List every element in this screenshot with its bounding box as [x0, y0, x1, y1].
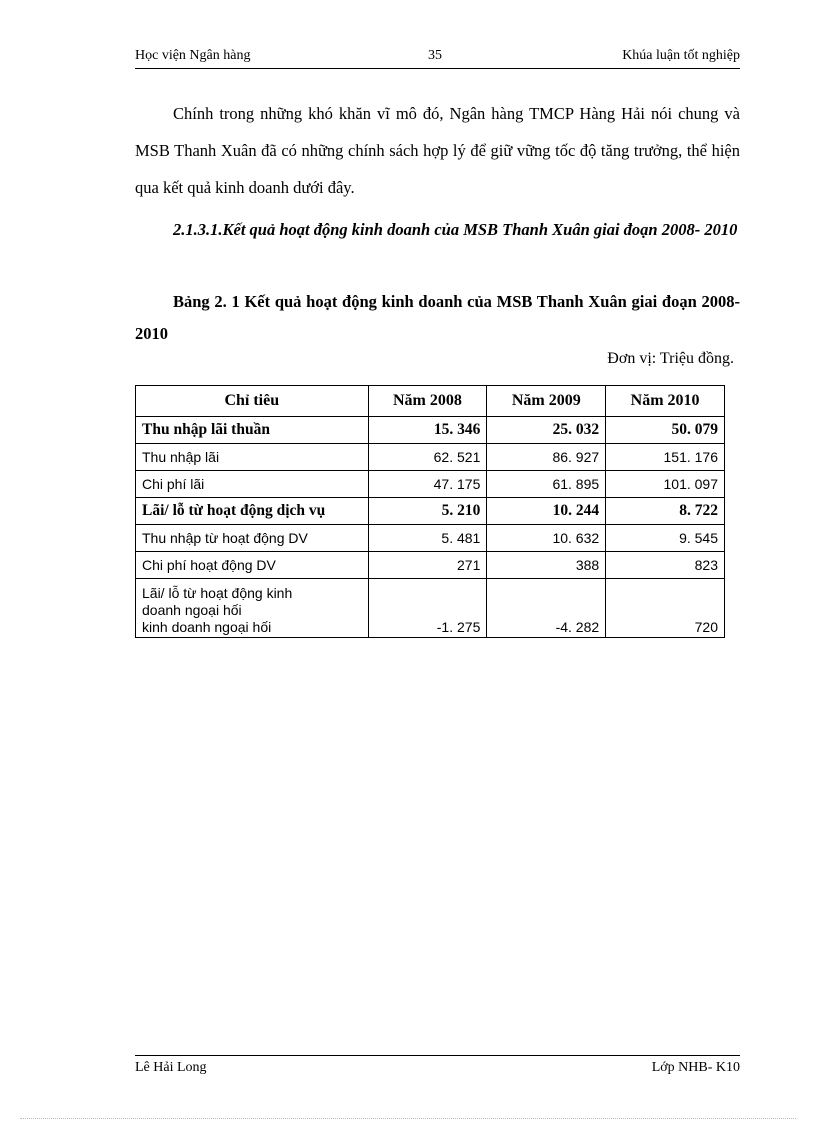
cell-2010: 9. 545	[606, 525, 725, 552]
page-bottom-divider	[20, 1118, 796, 1119]
row-label: Thu nhập từ hoạt động DV	[136, 525, 369, 552]
header-institution: Học viện Ngân hàng	[135, 48, 251, 63]
row-label	[136, 579, 369, 638]
table-caption: Bảng 2. 1 Kết quả hoạt động kinh doanh của MSB Thanh Xuân giai đoạn 2008- 2010	[135, 292, 740, 343]
row-label: Thu nhập lãi thuần	[136, 417, 369, 444]
footer-class: Lớp NHB- K10	[651, 1060, 740, 1075]
col-header-2008: Năm 2008	[368, 386, 487, 417]
cell-2009: 10. 244	[487, 498, 606, 525]
cell-2010: 151. 176	[606, 444, 725, 471]
cell-2009: 10. 632	[487, 525, 606, 552]
footer-author: Lê Hải Long	[135, 1060, 207, 1075]
table-row	[136, 417, 725, 444]
table-row	[136, 552, 725, 579]
row-label-line: doanh ngoại hối	[142, 602, 242, 618]
col-header-2010: Năm 2010	[606, 386, 725, 417]
unit-note: Đơn vị: Triệu đồng.	[607, 350, 734, 367]
intro-paragraph: Chính trong những khó khăn vĩ mô đó, Ngân hàng TMCP Hàng Hải nói chung và MSB Thanh Xuân đã có những chính sách hợp lý để giữ vững tốc độ tăng trưởng, thể hiện qua kết quả kinh doanh dưới đây.	[135, 104, 740, 197]
cell-2009: 61. 895	[487, 471, 606, 498]
table-row	[136, 444, 725, 471]
table-row	[136, 471, 725, 498]
cell-2010: 823	[606, 552, 725, 579]
cell-2010: 720	[606, 579, 725, 638]
table-row	[136, 525, 725, 552]
cell-2008: 47. 175	[368, 471, 487, 498]
page-footer	[135, 1055, 740, 1078]
cell-2009: 25. 032	[487, 417, 606, 444]
page-header	[135, 48, 740, 69]
results-table	[135, 385, 725, 638]
cell-2008: 5. 481	[368, 525, 487, 552]
cell-2008: -1. 275	[368, 579, 487, 638]
cell-2008: 271	[368, 552, 487, 579]
header-doc-type: Khúa luận tốt nghiệp	[622, 48, 740, 63]
row-label-line: Lãi/ lỗ từ hoạt động kinh	[142, 585, 293, 601]
row-label-line: kinh doanh ngoại hối	[142, 619, 272, 635]
cell-2008: 15. 346	[368, 417, 487, 444]
table-row	[136, 579, 725, 638]
cell-2010: 8. 722	[606, 498, 725, 525]
table-header-row	[136, 386, 725, 417]
row-label: Thu nhập lãi	[136, 444, 369, 471]
cell-2008: 5. 210	[368, 498, 487, 525]
table-row	[136, 498, 725, 525]
page-number: 35	[428, 48, 442, 63]
section-heading: 2.1.3.1.Kết quả hoạt động kinh doanh của MSB Thanh Xuân giai đoạn 2008- 2010	[173, 220, 738, 239]
row-label: Lãi/ lỗ từ hoạt động dịch vụ	[136, 498, 369, 525]
col-header-indicator: Chỉ tiêu	[136, 386, 369, 417]
cell-2010: 50. 079	[606, 417, 725, 444]
cell-2010: 101. 097	[606, 471, 725, 498]
cell-2008: 62. 521	[368, 444, 487, 471]
row-label: Chi phí hoạt động DV	[136, 552, 369, 579]
cell-2009: -4. 282	[487, 579, 606, 638]
row-label: Chi phí lãi	[136, 471, 369, 498]
col-header-2009: Năm 2009	[487, 386, 606, 417]
cell-2009: 86. 927	[487, 444, 606, 471]
cell-2009: 388	[487, 552, 606, 579]
